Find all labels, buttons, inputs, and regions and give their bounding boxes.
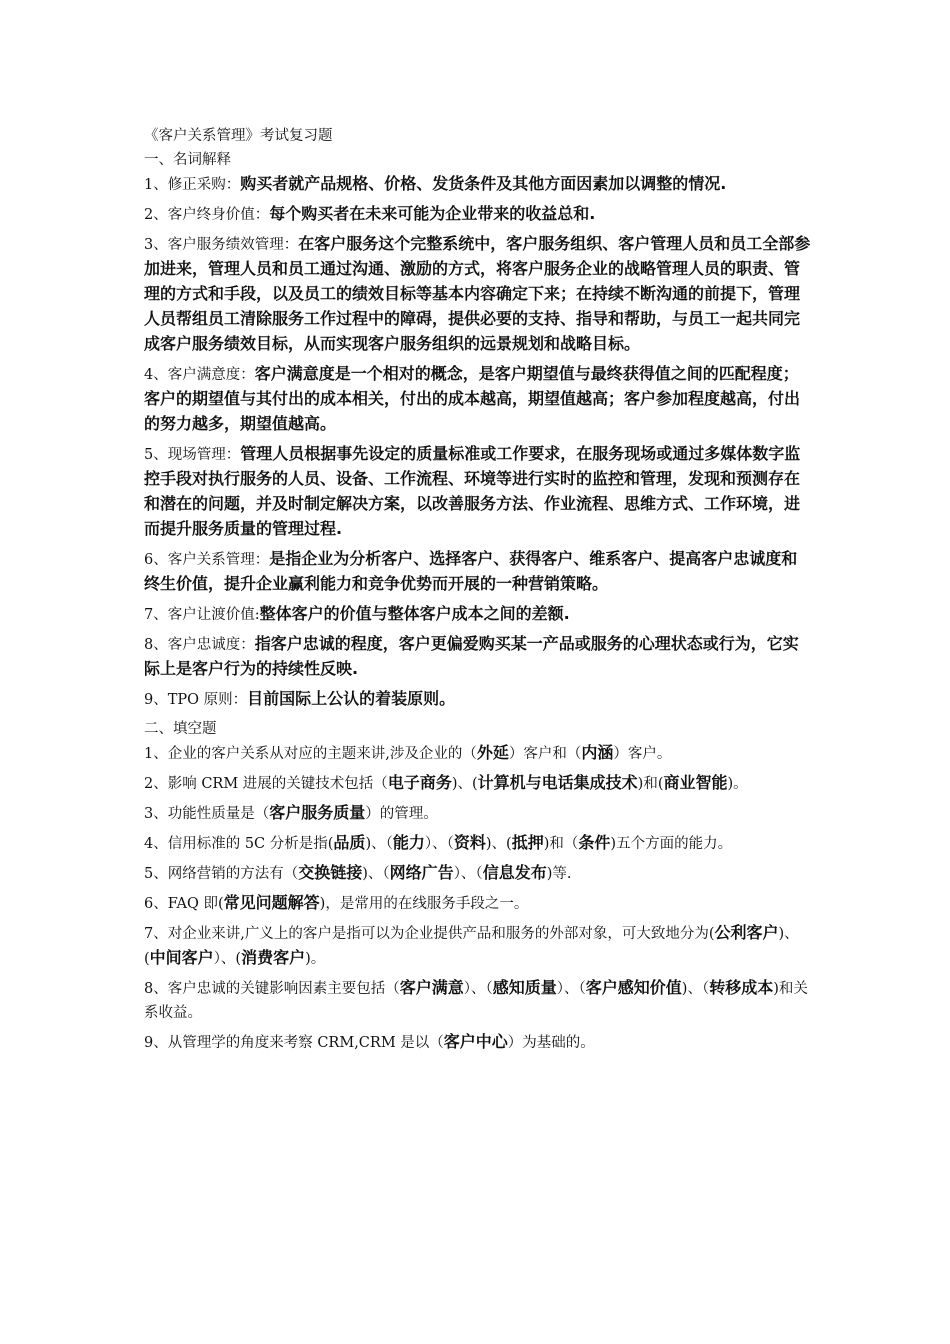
definition-term: 3、客户服务绩效管理： <box>144 237 299 253</box>
question-text: )、（ <box>362 866 390 882</box>
document-content <box>144 124 812 1055</box>
answer-text: 内涵 <box>581 743 614 762</box>
question-text: ）为基础的。 <box>507 1035 595 1051</box>
answer-text: 感知质量 <box>492 978 557 997</box>
answer-text: 商业智能 <box>663 773 728 792</box>
question-text: 3、功能性质量是（ <box>144 806 270 822</box>
fill-blank-item <box>144 891 812 916</box>
definition-term: 6、客户关系管理： <box>144 552 270 568</box>
definition-term: 5、现场管理： <box>144 447 241 463</box>
answer-text: 客户服务质量 <box>269 803 366 822</box>
definition-item <box>144 232 812 357</box>
question-text: 1、企业的客户关系从对应的主题来讲,涉及企业的（ <box>144 746 477 762</box>
question-text: )、（ <box>365 836 393 852</box>
answer-text: 中间客户 <box>149 948 214 967</box>
question-text: 9、从管理学的角度来考察 CRM,CRM 是以（ <box>144 1035 444 1051</box>
definitions-list <box>144 172 812 712</box>
question-text: )、( <box>485 836 512 852</box>
definition-text: 客户满意度是一个相对的概念，是客户期望值与最终获得值之间的匹配程度；客户的期望值与其付出的成本相关，付出的成本越高，期望值越高；客户参加程度越高，付出的努力越多，期望值越高。 <box>144 364 801 433</box>
answer-text: 客户满意 <box>399 978 464 997</box>
definition-item <box>144 202 812 227</box>
answer-text: 常见问题解答 <box>223 893 320 912</box>
fill-blank-item <box>144 921 812 971</box>
answer-text: 条件 <box>578 833 611 852</box>
definition-item <box>144 632 812 682</box>
answer-text: 客户中心 <box>443 1032 508 1051</box>
definition-term: 2、客户终身价值： <box>144 207 270 223</box>
answer-text: 电子商务 <box>387 773 452 792</box>
fill-blank-list <box>144 741 812 1055</box>
section-heading-definitions: 一、名词解释 <box>144 152 231 168</box>
fill-blank-item <box>144 801 812 826</box>
answer-text: 资料 <box>453 833 486 852</box>
definition-term: 7、客户让渡价值: <box>144 607 260 623</box>
answer-text: 能力 <box>392 833 425 852</box>
answer-text: 信息发布 <box>482 863 547 882</box>
fill-blank-item <box>144 771 812 796</box>
answer-text: 交换链接 <box>298 863 363 882</box>
question-text: 6、FAQ 即( <box>144 896 224 912</box>
definition-item <box>144 362 812 437</box>
document-title: 《客户关系管理》考试复习题 <box>144 128 333 144</box>
definition-text: 购买者就产品规格、价格、发货条件及其他方面因素加以调整的情况. <box>240 174 727 193</box>
question-text: ）、（ <box>453 866 483 882</box>
definition-item <box>144 602 812 627</box>
definition-item <box>144 547 812 597</box>
question-text: )和关系收益。 <box>144 981 808 1021</box>
question-text: ）、（ <box>463 981 493 997</box>
answer-text: 消费客户 <box>241 948 306 967</box>
question-text: 2、影响 CRM 进展的关键技术包括（ <box>144 776 388 792</box>
answer-text: 转移成本 <box>709 978 774 997</box>
question-text: )和（ <box>543 836 579 852</box>
definition-term: 9、TPO 原则： <box>144 692 248 708</box>
question-text: )、（ <box>681 981 710 997</box>
question-text: )、( <box>451 776 478 792</box>
definition-text: 管理人员根据事先设定的质量标准或工作要求，在服务现场或通过多媒体数字监控手段对执行服务的人员、设备、工作流程、环境等进行实时的监控和管理，发现和预测存在和潜在的问题，并及时制定解决方案，以改善服务方法、作业流程、思维方式、工作环境，进而提升服务质量的管理过程. <box>144 444 801 538</box>
question-text: )。 <box>727 776 748 792</box>
question-text: ）、（ <box>556 981 586 997</box>
definition-term: 4、客户满意度： <box>144 367 255 383</box>
definition-text: 是指企业为分析客户、选择客户、获得客户、维系客户、提高客户忠诚度和终生价值，提升企业赢利能力和竞争优势而开展的一种营销策略。 <box>144 549 798 593</box>
question-text: )五个方面的能力。 <box>610 836 733 852</box>
fill-blank-item <box>144 1030 812 1055</box>
definition-item <box>144 687 812 712</box>
question-text: )，是常用的在线服务手段之一。 <box>319 896 529 912</box>
answer-text: 网络广告 <box>389 863 454 882</box>
fill-blank-item <box>144 831 812 856</box>
question-text: 5、网络营销的方法有（ <box>144 866 299 882</box>
question-text: 8、客户忠诚的关键影响因素主要包括（ <box>144 981 400 997</box>
section-heading-fill-blanks: 二、填空题 <box>144 721 217 737</box>
question-text: ）客户。 <box>613 746 672 762</box>
question-text: 7、对企业来讲,广义上的客户是指可以为企业提供产品和服务的外部对象，可大致地分为( <box>144 926 715 942</box>
question-text: ）、（ <box>424 836 454 852</box>
fill-blank-item <box>144 861 812 886</box>
answer-text: 客户感知价值 <box>585 978 682 997</box>
answer-text: 外延 <box>476 743 509 762</box>
definition-term: 8、客户忠诚度： <box>144 637 255 653</box>
question-text: ）的管理。 <box>365 806 438 822</box>
answer-text: 计算机与电话集成技术 <box>477 773 638 792</box>
fill-blank-item <box>144 741 812 766</box>
definition-text: 目前国际上公认的着装原则。 <box>247 689 456 708</box>
answer-text: 抵押 <box>511 833 544 852</box>
definition-text: 在客户服务这个完整系统中，客户服务组织、客户管理人员和员工全部参加进来，管理人员和员工通过沟通、激励的方式，将客户服务企业的战略管理人员的职责、管理的方式和手段，以及员工的绩效目标等基本内容确定下来；在持续不断沟通的前提下，管理人员帮组员工清除服务工作过程中的障碍，提供必要的支持、指导和帮助，与员工一起共同完成客户服务绩效目标，从而实现客户服务组织的远景规划和战略目标。 <box>144 234 811 353</box>
definition-text: 每个购买者在未来可能为企业带来的收益总和. <box>269 204 596 223</box>
question-text: )和( <box>637 776 664 792</box>
question-text: )。 <box>305 951 326 967</box>
definition-text: 整体客户的价值与整体客户成本之间的差额. <box>259 604 570 623</box>
definition-text: 指客户忠诚的程度，客户更偏爱购买某一产品或服务的心理状态或行为，它实际上是客户行为的持续性反映. <box>144 634 799 678</box>
question-text: ）、( <box>213 951 242 967</box>
question-text: ）客户和（ <box>508 746 582 762</box>
definition-item <box>144 172 812 197</box>
definition-term: 1、修正采购： <box>144 177 241 193</box>
question-text: )等. <box>546 866 572 882</box>
question-text: 4、信用标准的 5C 分析是指( <box>144 836 334 852</box>
answer-text: 公利客户 <box>714 923 779 942</box>
question-text: )、( <box>144 926 799 967</box>
answer-text: 品质 <box>333 833 366 852</box>
fill-blank-item <box>144 976 812 1025</box>
definition-item <box>144 442 812 542</box>
